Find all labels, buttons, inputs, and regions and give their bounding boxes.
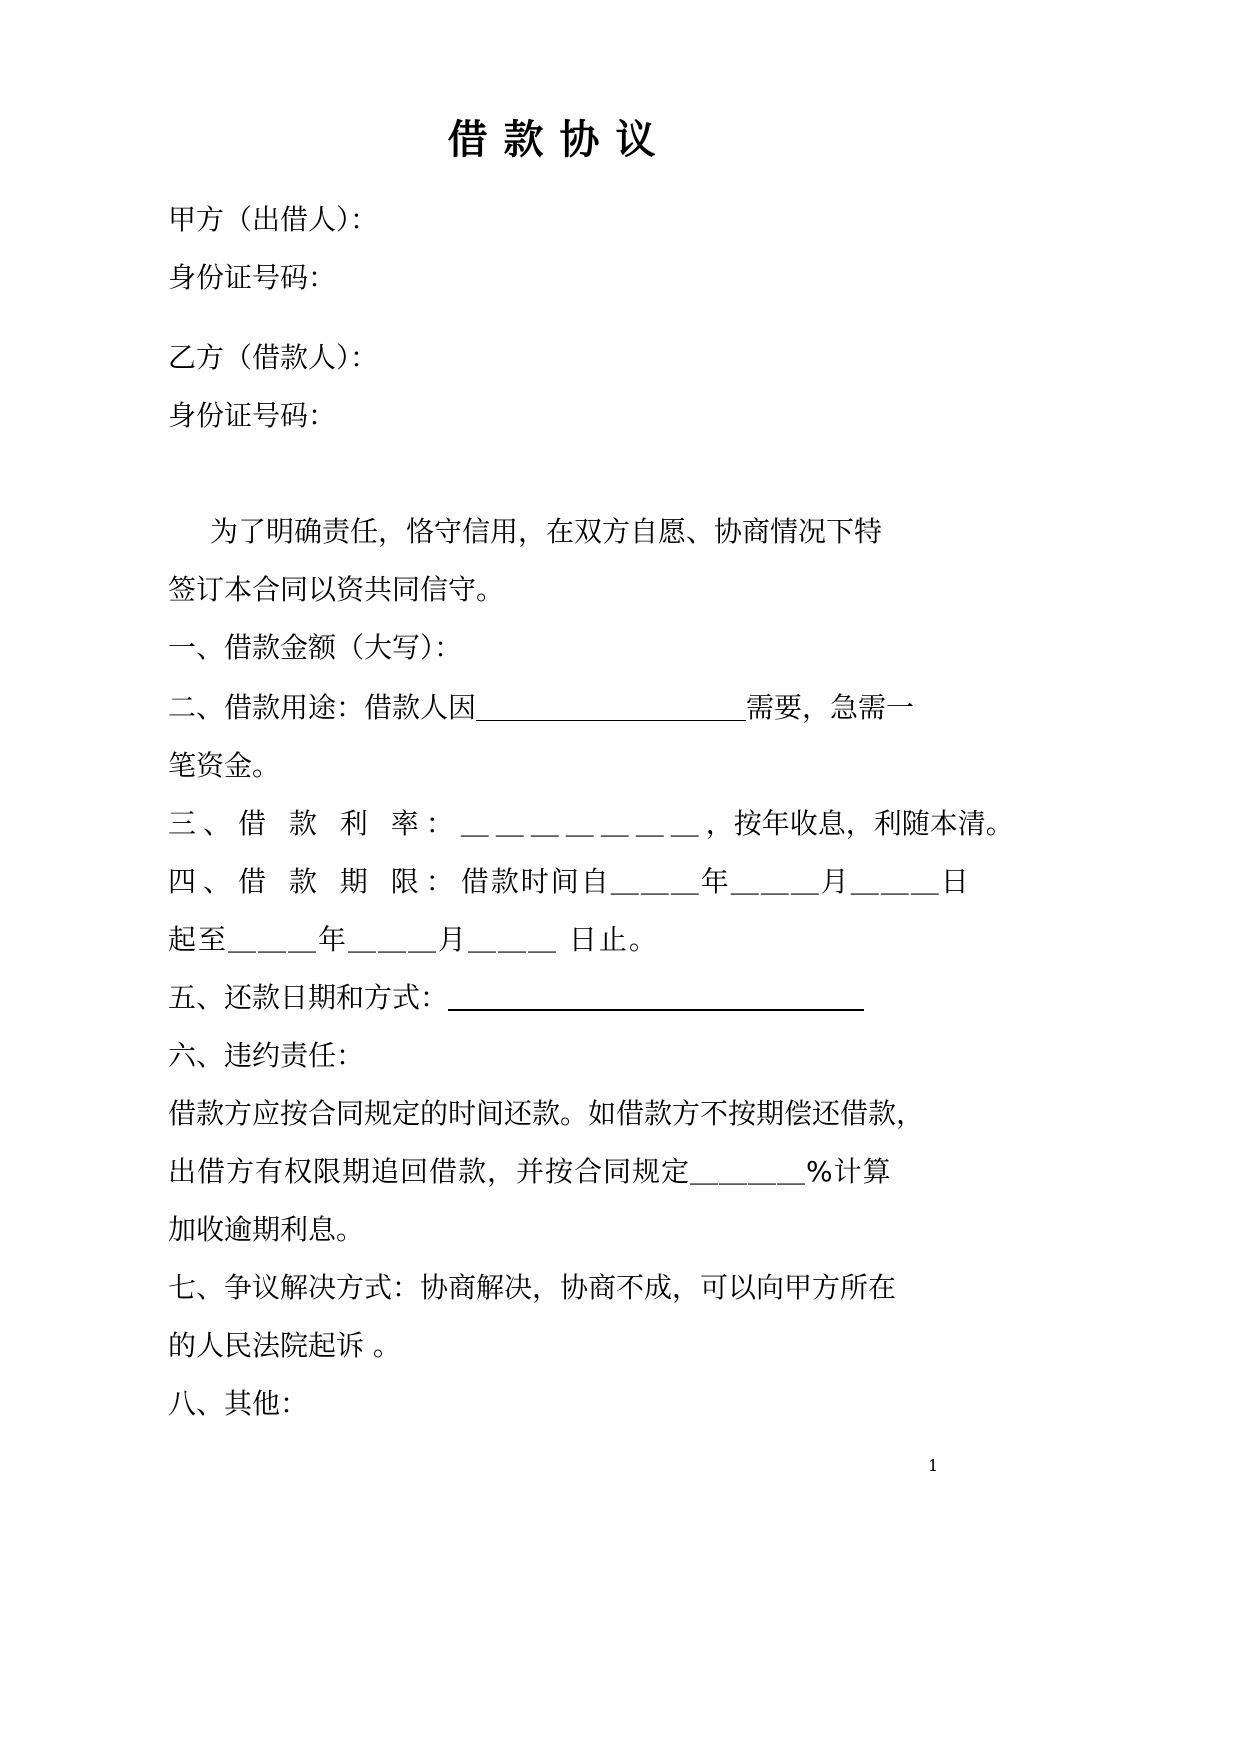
clause-4-line-2: 起至＿＿＿年＿＿＿月＿＿＿ 日止。 <box>168 923 659 956</box>
clause-8-other: 八、其他： <box>168 1387 309 1420</box>
intro-line-2: 签订本合同以资共同信守。 <box>168 573 505 606</box>
clause-5-repayment <box>168 978 864 1018</box>
party-b-id-label: 身份证号码： <box>168 399 337 432</box>
party-a-id-label: 身份证号码： <box>168 261 337 294</box>
party-b-label: 乙方（借款人）： <box>168 341 379 374</box>
clause-2-loan-purpose <box>168 688 914 728</box>
clause-4-line-1: 借款时间自＿＿＿年＿＿＿月＿＿＿日 <box>460 865 971 898</box>
party-a-label: 甲方（出借人）： <box>168 203 379 236</box>
document-title: 借款协议 <box>447 117 672 163</box>
clause-7-line-1: 七、争议解决方式：协商解决，协商不成，可以向甲方所在 <box>168 1271 897 1304</box>
clause-2-suffix: 需要，急需一 <box>746 691 915 724</box>
clause-6-liability: 六、违约责任： <box>168 1039 365 1072</box>
page-number: 1 <box>928 1456 939 1475</box>
clause-6-line-1: 借款方应按合同规定的时间还款。如借款方不按期偿还借款， <box>168 1097 925 1130</box>
clause-3-tail: ，按年收息，利随本清。 <box>705 807 1014 840</box>
clause-1-loan-amount: 一、借款金额（大写）： <box>168 631 463 664</box>
clause-6-line-2: 出借方有权限期追回借款，并按合同规定＿＿＿＿%计算 <box>168 1155 892 1188</box>
clause-2-line-2: 笔资金。 <box>168 749 281 782</box>
clause-3-interest-rate <box>168 804 1014 844</box>
clause-6-line-3: 加收逾期利息。 <box>168 1213 365 1246</box>
clause-3-blank: ＿＿＿＿＿＿＿ <box>460 807 706 840</box>
clause-3-label: 三、借 款 利 率： <box>168 807 461 840</box>
clause-4-loan-term <box>168 862 971 902</box>
clause-5-label: 五、还款日期和方式： <box>168 981 449 1014</box>
clause-2-prefix: 二、借款用途：借款人因 <box>168 691 477 724</box>
intro-line-1: 为了明确责任，恪守信用，在双方自愿、协商情况下特 <box>210 515 883 548</box>
clause-7-line-2: 的人民法院起诉 。 <box>168 1329 401 1362</box>
repayment-blank-line <box>448 979 864 1011</box>
purpose-blank-line <box>476 690 746 721</box>
clause-4-label: 四、借 款 期 限： <box>168 865 461 898</box>
